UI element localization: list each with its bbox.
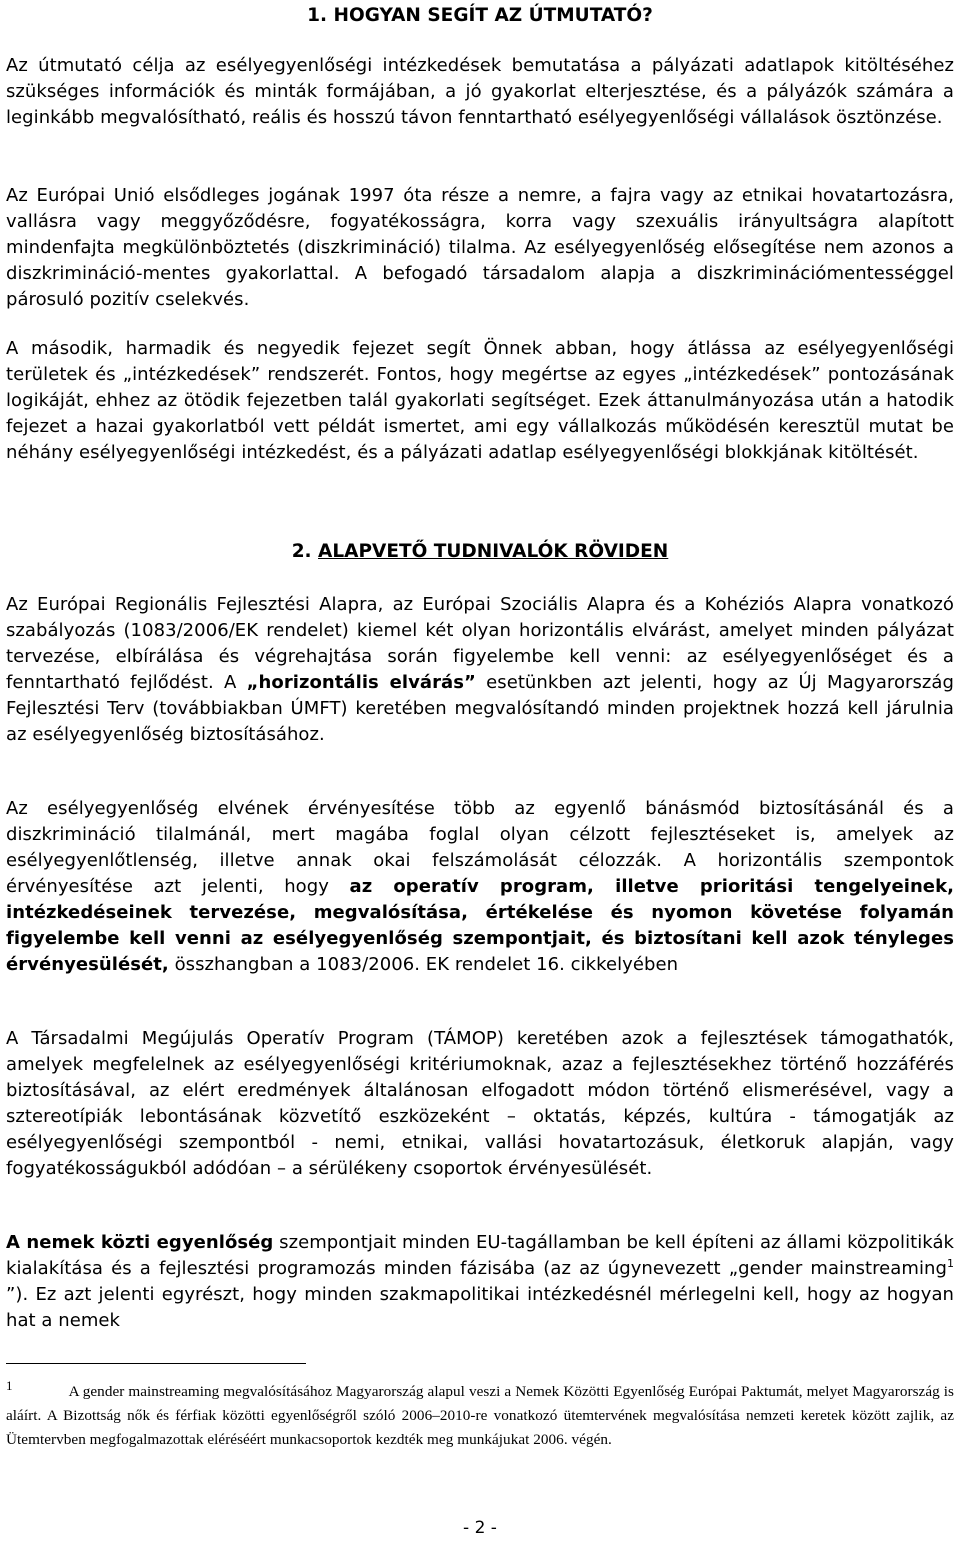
paragraph-horizontal-requirement [6,592,954,748]
section-heading-2 [0,539,960,565]
p5-bold: az operatív program, illetve prioritási tengelyeinek, intézkedéseinek tervezése, megvalósítása, értékelése és nyomon követése folyamán figyelembe kell venni az esélyegyenlőség szempontjait, és biztosítani kell azok tényleges érvényesülését, [6,876,954,975]
p7-text-b: ”). Ez azt jelenti egyrészt, hogy minden szakmapolitikai intézkedésnél mérlegelni kell, hogy az hogyan hat a nemek [6,1284,954,1331]
section-heading-2-text: ALAPVETŐ TUDNIVALÓK RÖVIDEN [318,541,669,562]
paragraph-purpose: Az útmutató célja az esélyegyenlőségi intézkedések bemutatása a pályázati adatlapok kitöltéséhez szükséges információk és minták formájában, a jó gyakorlat elterjesztése, és a pályázók számára a leginkább megvalósítható, reális és hosszú távon fenntartható esélyegyenlőségi vállalások ösztönzése. [6,55,954,128]
section-heading-2-number: 2. [291,541,319,562]
footnote [6,1374,954,1453]
paragraph-eu-law: Az Európai Unió elsődleges jogának 1997 óta része a nemre, a fajra vagy az etnikai hovatartozásra, vallásra vagy meggyőződésre, fogyatékosságra, korra vagy szexuális irányultságra alapított mindenfajta megkülönböztetés (diszkrimináció) tilalma. Az esélyegyenlőség elősegítése nem azonos a diszkrimináció-mentes gyakorlattal. A befogadó társadalom alapja a diszkriminációmentességgel párosuló pozitív cselekvés. [6,185,954,310]
page-number: - 2 - [463,1518,497,1538]
footnote-divider [6,1363,306,1364]
p4-bold: „horizontális elvárás” [246,672,476,693]
paragraph-gender-equality [6,1230,954,1334]
paragraph-chapters: A második, harmadik és negyedik fejezet segít Önnek abban, hogy átlássa az esélyegyenlőségi területek és „intézkedések” rendszerét. Fontos, hogy megértse az egyes „intézkedések” pontozásának logikáját, ehhez az ötödik fejezetben talál gyakorlati segítséget. Ezek áttanulmányozása után a hatodik fejezet a hazai gyakorlatból vett példát ismertet, ami egy vállalkozás működésén keresztül mutat be néhány esélyegyenlőségi intézkedést, és a pályázati adatlap esélyegyenlőségi blokkjának kitöltését. [6,338,954,463]
p4-text-a: Az Európai Regionális Fejlesztési Alapra, az Európai Szociális Alapra és a Kohéziós Alapra vonatkozó szabályozás (1083/2006/EK rendelet) kiemel két olyan horizontális elvárást, amelyet minden pályázat tervezése, elbírálása és végrehajtása során figyelembe kell venni: az esélyegyenlőséget és a fenntartható fejlődést. A [6,594,954,693]
p5-text-b: összhangban a 1083/2006. EK rendelet 16. cikkelyében [168,954,679,975]
footnote-text: A gender mainstreaming megvalósításához Magyarország alapul veszi a Nemek Közötti Egyenlőség Európai Paktumát, melyet Magyarország is aláírt. A Bizottság nők és férfiak közötti egyenlőségről szóló 2006–2010-re vonatkozó ütemtervének megvalósítása nemzeti keretek között zajlik, az Ütemtervben megfogalmazottak eléréséért munkacsoportok kezdték meg munkájukat 2006. végén. [6,1383,954,1449]
section-heading-1: 1. HOGYAN SEGÍT AZ ÚTMUTATÓ? [307,5,653,26]
footnote-reference[interactable]: 1 [946,1257,954,1270]
paragraph-tamop: A Társadalmi Megújulás Operatív Program (TÁMOP) keretében azok a fejlesztések támogathatók, amelyek megfelelnek az esélyegyenlőségi kritériumoknak, azaz a fejlesztésekhez történő hozzáférés biztosításával, az elért eredmények általánosan elfogadott módon történő elismerésével, vagy a sztereotípiák lebontásának közvetítő eszközeként – oktatás, képzés, kultúra - támogatják az esélyegyenlőségi szempontból - nemi, etnikai, vallási hovatartozásuk, életkoruk alapján, vagy fogyatékosságukból adódóan – a sérülékeny csoportok érvényesülését. [6,1028,954,1179]
p7-bold: A nemek közti egyenlőség [6,1232,274,1253]
p7-text-a: szempontjait minden EU-tagállamban be kell építeni az állami közpolitikák kialakítása és a fejlesztési programozás minden fázisába (az az úgynevezett „gender mainstreaming [6,1232,954,1279]
footnote-mark: 1 [6,1378,13,1393]
p4-text-b: esetünkben azt jelenti, hogy az Új Magyarország Fejlesztési Terv (továbbiakban ÚMFT) keretében megvalósítandó minden projektnek hozzá kell járulnia az esélyegyenlőség biztosításához. [6,672,954,745]
paragraph-equal-opportunity-principle [6,796,954,978]
p5-text-a: Az esélyegyenlőség elvének érvényesítése több az egyenlő bánásmód biztosításánál és a diszkrimináció tilalmánál, mert magába foglal olyan célzott fejlesztéseket is, amelyek az esélyegyenlőtlenség, illetve annak okai felszámolását célozzák. A horizontális szempontok érvényesítése azt jelenti, hogy [6,798,954,897]
